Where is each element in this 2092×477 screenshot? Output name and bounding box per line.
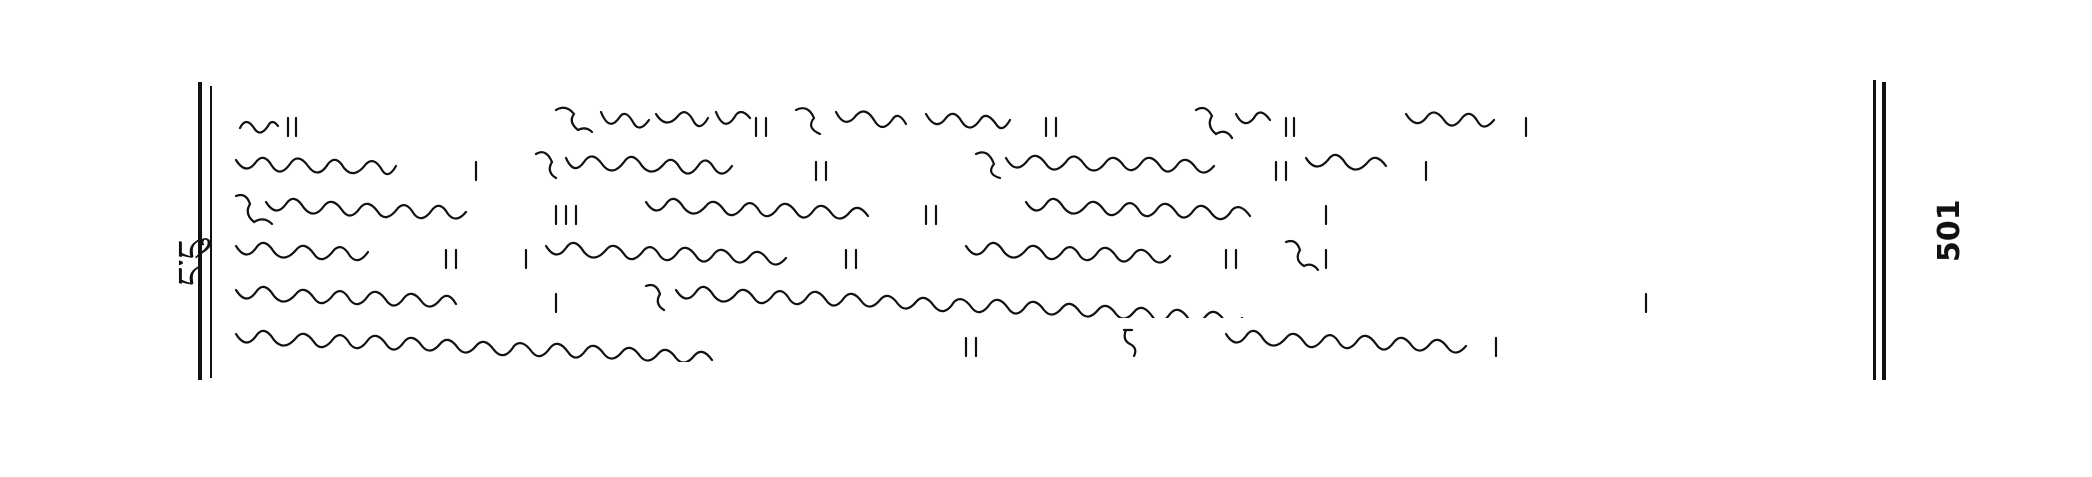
- text-line-3: [226, 188, 1866, 230]
- text-line-5-text: [226, 276, 1866, 318]
- text-line-4-text: [226, 232, 1866, 274]
- text-line-6: [226, 320, 1866, 362]
- text-line-5: [226, 276, 1866, 318]
- text-line-3-text: [226, 188, 1866, 230]
- text-line-1: [226, 100, 1866, 142]
- text-line-4: [226, 232, 1866, 274]
- right-inner-rule: [1873, 80, 1876, 380]
- text-line-1-text: [226, 100, 1866, 142]
- page-number: 501: [1932, 199, 1967, 262]
- text-line-2: [226, 144, 1866, 186]
- folio-marginal-label: ང༌ངུ: [171, 239, 211, 286]
- text-line-6-text: [226, 320, 1866, 362]
- right-outer-rule: [1882, 82, 1886, 380]
- text-line-2-text: [226, 144, 1866, 186]
- text-block: [226, 100, 1866, 370]
